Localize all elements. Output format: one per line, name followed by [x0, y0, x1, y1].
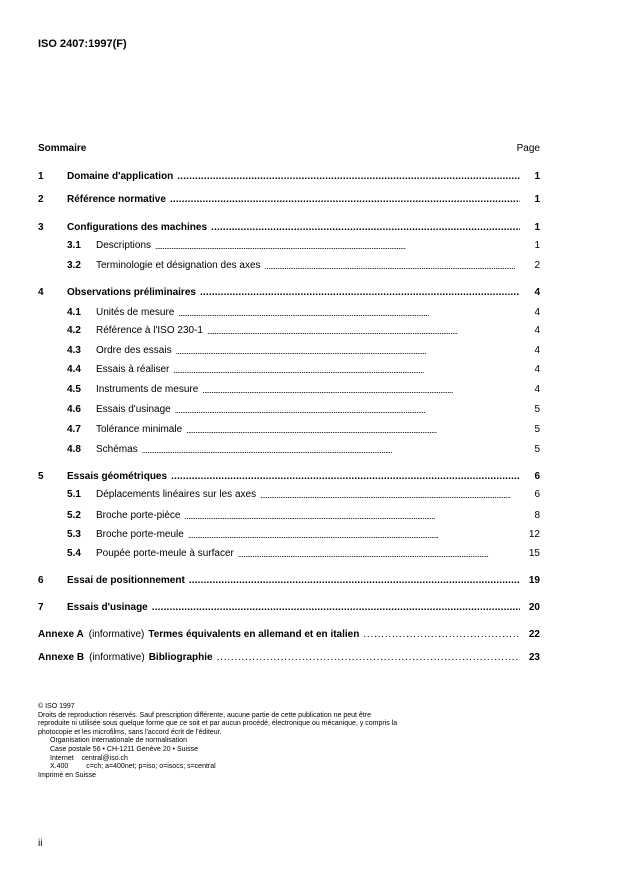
toc-entry[interactable]: [38, 193, 540, 207]
toc-entry-number: 5: [38, 471, 44, 482]
dot-leader: [175, 403, 520, 418]
toc-entry-number: 3: [38, 222, 44, 233]
toc-entry-page: 5: [534, 444, 540, 455]
toc-entry-number: 4.2: [67, 325, 81, 336]
toc-entry-page: 6: [534, 471, 540, 482]
toc-entry-page: 6: [534, 489, 540, 500]
toc-entry-number: 7: [38, 602, 44, 613]
toc-entry-number: 4.7: [67, 424, 81, 435]
toc-entry-number: 3.2: [67, 260, 81, 271]
x400-label: X.400: [50, 763, 69, 771]
toc-entry-title: Domaine d'application: [67, 171, 174, 182]
dot-leader: [238, 547, 520, 562]
document-id: ISO 2407:1997(F): [38, 38, 127, 50]
toc-entry-number: 1: [38, 171, 44, 182]
toc-entry[interactable]: [38, 403, 540, 417]
toc-entry-page: 4: [534, 287, 540, 298]
toc-entry-title: Essais à réaliser: [96, 364, 170, 375]
rights-text: Droits de reproduction réservés. Sauf prescription différente, aucune partie de cette publication ne peut être reproduite ni utilisée sous quelque forme que ce soit et par aucun procédé, électronique ou mécanique, y compris la photocopie et les microfilms, sans l'accord écrit de l'éditeur.: [38, 711, 398, 736]
toc-entry-number: 4.1: [67, 307, 81, 318]
dot-leader: [265, 259, 520, 274]
toc-annex-entry[interactable]: [38, 651, 540, 665]
dot-leader: [189, 574, 520, 588]
dot-leader: [170, 193, 520, 207]
toc-entry-number: 5.1: [67, 489, 81, 500]
toc-entry[interactable]: [38, 383, 540, 397]
toc-entry-title: Configurations des machines: [67, 222, 208, 233]
toc-entry-page: 4: [534, 364, 540, 375]
toc-entry[interactable]: [38, 306, 540, 320]
toc-annex-entry[interactable]: [38, 628, 540, 642]
toc-entry-title: Observations préliminaires: [67, 287, 196, 298]
toc-entry-number: 4.3: [67, 345, 81, 356]
toc-entry-page: 1: [534, 194, 540, 205]
toc-entry-title: Essai de positionnement: [67, 575, 185, 586]
dot-leader: [178, 306, 520, 321]
toc-entry-title: Broche porte-meule: [96, 529, 184, 540]
internet-email-link[interactable]: central@iso.ch: [81, 754, 128, 762]
toc-entry-page: 20: [528, 602, 540, 613]
toc-entry[interactable]: [38, 286, 540, 300]
dot-leader: [260, 488, 520, 503]
dot-leader: [363, 628, 520, 642]
page-number: ii: [38, 838, 43, 849]
dot-leader: [200, 286, 520, 300]
internet-label: Internet: [50, 754, 74, 762]
toc-entry[interactable]: [38, 363, 540, 377]
toc-entry-page: 4: [534, 307, 540, 318]
toc-entry[interactable]: [38, 601, 540, 615]
annex-title: Bibliographie: [148, 652, 213, 663]
toc-entry[interactable]: [38, 221, 540, 235]
toc-entry-title: Référence à l'ISO 230-1: [96, 325, 203, 336]
toc-entry-number: 6: [38, 575, 44, 586]
dot-leader: [155, 239, 520, 254]
dot-leader: [171, 470, 520, 484]
toc-entry[interactable]: [38, 259, 540, 273]
organization-name: Organisation internationale de normalisation: [50, 737, 187, 745]
toc-entry[interactable]: [38, 423, 540, 437]
toc-entry[interactable]: [38, 488, 540, 502]
toc-entry-number: 5.3: [67, 529, 81, 540]
toc-entry-page: 2: [534, 260, 540, 271]
toc-entry-page: 4: [534, 384, 540, 395]
toc-entry-title: Déplacements linéaires sur les axes: [96, 489, 257, 500]
toc-entry[interactable]: [38, 239, 540, 253]
toc-entry[interactable]: [38, 170, 540, 184]
dot-leader: [177, 170, 520, 184]
annex-page: 23: [528, 652, 540, 663]
toc-entry[interactable]: [38, 574, 540, 588]
annex-label: Annexe A: [38, 629, 84, 640]
toc-entry-title: Référence normative: [67, 194, 166, 205]
dot-leader: [152, 601, 520, 615]
toc-entry[interactable]: [38, 324, 540, 338]
toc-entry-title: Tolérance minimale: [96, 424, 183, 435]
toc-entry-title: Essais d'usinage: [96, 404, 171, 415]
dot-leader: [185, 509, 521, 524]
annex-title: Termes équivalents en allemand et en italien: [148, 629, 360, 640]
toc-entry[interactable]: [38, 547, 540, 561]
toc-entry-number: 5.2: [67, 510, 81, 521]
toc-entry-title: Schémas: [96, 444, 138, 455]
dot-leader: [176, 344, 520, 359]
toc-entry-number: 3.1: [67, 240, 81, 251]
toc-entry-page: 15: [528, 548, 540, 559]
copyright-notice: [38, 703, 398, 780]
dot-leader: [142, 443, 520, 458]
toc-entry-title: Essais géométriques: [67, 471, 168, 482]
printed-in: Imprimé en Suisse: [38, 771, 96, 779]
toc-entry-page: 19: [528, 575, 540, 586]
toc-entry-number: 2: [38, 194, 44, 205]
toc-entry-number: 4.8: [67, 444, 81, 455]
toc-entry-number: 4.5: [67, 384, 81, 395]
dot-leader: [202, 383, 520, 398]
annex-info: (informative): [89, 652, 145, 663]
toc-entry[interactable]: [38, 470, 540, 484]
toc-page-label: Page: [516, 143, 540, 154]
toc-entry-title: Poupée porte-meule à surfacer: [96, 548, 234, 559]
toc-entry-page: 12: [528, 529, 540, 540]
x400-line: [38, 763, 398, 772]
toc-entry[interactable]: [38, 443, 540, 457]
toc-entry-title: Broche porte-pièce: [96, 510, 181, 521]
toc-entry-title: Descriptions: [96, 240, 152, 251]
toc-entry-title: Terminologie et désignation des axes: [96, 260, 261, 271]
toc-entry-title: Essais d'usinage: [67, 602, 148, 613]
dot-leader: [173, 363, 520, 378]
dot-leader: [217, 651, 520, 665]
annex-page: 22: [528, 629, 540, 640]
x400-value: c=ch; a=400net; p=iso; o=isocs; s=central: [86, 763, 216, 771]
toc-entry-page: 5: [534, 424, 540, 435]
dot-leader: [186, 423, 520, 438]
annex-label: Annexe B: [38, 652, 85, 663]
toc-entry-title: Ordre des essais: [96, 345, 172, 356]
toc-entry[interactable]: [38, 528, 540, 542]
dot-leader: [207, 324, 520, 339]
toc-title: Sommaire: [38, 143, 87, 154]
toc-entry[interactable]: [38, 509, 540, 523]
internet-line: [38, 755, 398, 764]
toc-entry[interactable]: [38, 344, 540, 358]
toc-entry-page: 1: [534, 171, 540, 182]
copyright-line: © ISO 1997: [38, 703, 75, 710]
toc-entry-title: Unités de mesure: [96, 307, 175, 318]
toc-entry-number: 5.4: [67, 548, 81, 559]
dot-leader: [188, 528, 520, 543]
toc-entry-page: 1: [534, 240, 540, 251]
toc-entry-page: 4: [534, 345, 540, 356]
toc-entry-page: 1: [534, 222, 540, 233]
toc-entry-number: 4.6: [67, 404, 81, 415]
annex-info: (informative): [88, 629, 145, 640]
toc-entry-number: 4.4: [67, 364, 81, 375]
toc-entry-title: Instruments de mesure: [96, 384, 199, 395]
toc-entry-page: 8: [534, 510, 540, 521]
organization-address: Case postale 56 • CH-1211 Genève 20 • Suisse: [50, 745, 198, 753]
toc-entry-page: 4: [534, 325, 540, 336]
toc-entry-page: 5: [534, 404, 540, 415]
toc-entry-number: 4: [38, 287, 44, 298]
dot-leader: [211, 221, 520, 235]
